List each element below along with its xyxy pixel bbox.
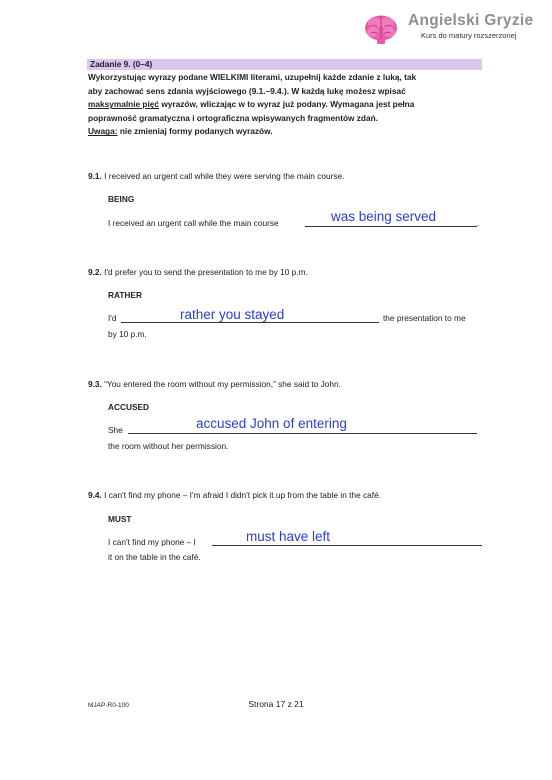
keyword: RATHER xyxy=(108,290,142,300)
keyword: BEING xyxy=(108,194,135,204)
question-sentence: I'd prefer you to send the presentation to me by 10 p.m. xyxy=(104,267,308,277)
question-sentence: I received an urgent call while they were serving the main course. xyxy=(104,171,345,181)
gap-prefix: I can't find my phone – I xyxy=(108,537,196,547)
answer-blank[interactable] xyxy=(121,322,379,323)
brand-title: Angielski Gryzie xyxy=(408,12,534,29)
task-title: Zadanie 9. (0–4) xyxy=(90,59,153,69)
note-line xyxy=(88,125,488,139)
keyword: ACCUSED xyxy=(108,402,150,412)
question-9-3 xyxy=(88,379,341,389)
page-number: Strona 17 z 21 xyxy=(248,699,304,709)
handwritten-answer: must have left xyxy=(246,529,331,544)
handwritten-answer: rather you stayed xyxy=(180,307,285,322)
keyword: MUST xyxy=(108,514,132,524)
gap-suffix: the presentation to me xyxy=(383,313,466,323)
instruction-line: aby zachować sens zdania wyjściowego (9.1.–9.4.). W każdą lukę możesz wpisać xyxy=(88,85,406,96)
gap-prefix: She xyxy=(108,425,123,435)
instruction-line xyxy=(88,98,488,112)
document-code: MJAP-R0-100 xyxy=(88,702,129,709)
task-instructions xyxy=(88,71,488,139)
gap-continuation: the room without her permission. xyxy=(108,441,229,451)
gap-continuation: it on the table in the café. xyxy=(108,552,201,562)
question-number: 9.1. xyxy=(88,171,102,181)
brain-icon xyxy=(362,12,400,46)
answer-blank[interactable] xyxy=(212,545,482,546)
instruction-line: Wykorzystując wyrazy podane WIELKIMI literami, uzupełnij każde zdanie z luką, tak xyxy=(88,72,417,82)
question-9-1 xyxy=(88,171,344,181)
gap-prefix: I received an urgent call while the main course xyxy=(108,218,279,228)
question-number: 9.2. xyxy=(88,267,102,277)
question-number: 9.3. xyxy=(88,379,102,389)
gap-suffix: . xyxy=(477,218,480,228)
brand-subtitle: Kurs do matury rozszerzonej xyxy=(421,31,517,40)
question-9-4 xyxy=(88,490,381,500)
answer-blank[interactable] xyxy=(128,433,477,434)
gap-continuation: by 10 p.m. xyxy=(108,329,147,339)
gap-prefix: I'd xyxy=(108,313,117,323)
question-number: 9.4. xyxy=(88,490,102,500)
question-9-2 xyxy=(88,267,308,277)
answer-blank[interactable] xyxy=(305,226,477,227)
instruction-line: poprawność gramatyczna i ortograficzna wpisywanych fragmentów zdań. xyxy=(88,112,378,123)
note-label: Uwaga: xyxy=(88,126,118,137)
question-sentence: “You entered the room without my permission,” she said to John. xyxy=(104,379,341,389)
note-text: nie zmieniaj formy podanych wyrazów. xyxy=(117,126,273,137)
instruction-emphasis: maksymalnie pięć xyxy=(88,99,160,110)
instruction-text: wyrazów, wliczając w to wyraz już podany. Wymagana jest pełna xyxy=(159,99,415,110)
question-sentence: I can't find my phone – I'm afraid I didn't pick it up from the table in the café. xyxy=(104,490,382,500)
handwritten-answer: was being served xyxy=(331,209,437,224)
handwritten-answer: accused John of entering xyxy=(196,416,347,431)
